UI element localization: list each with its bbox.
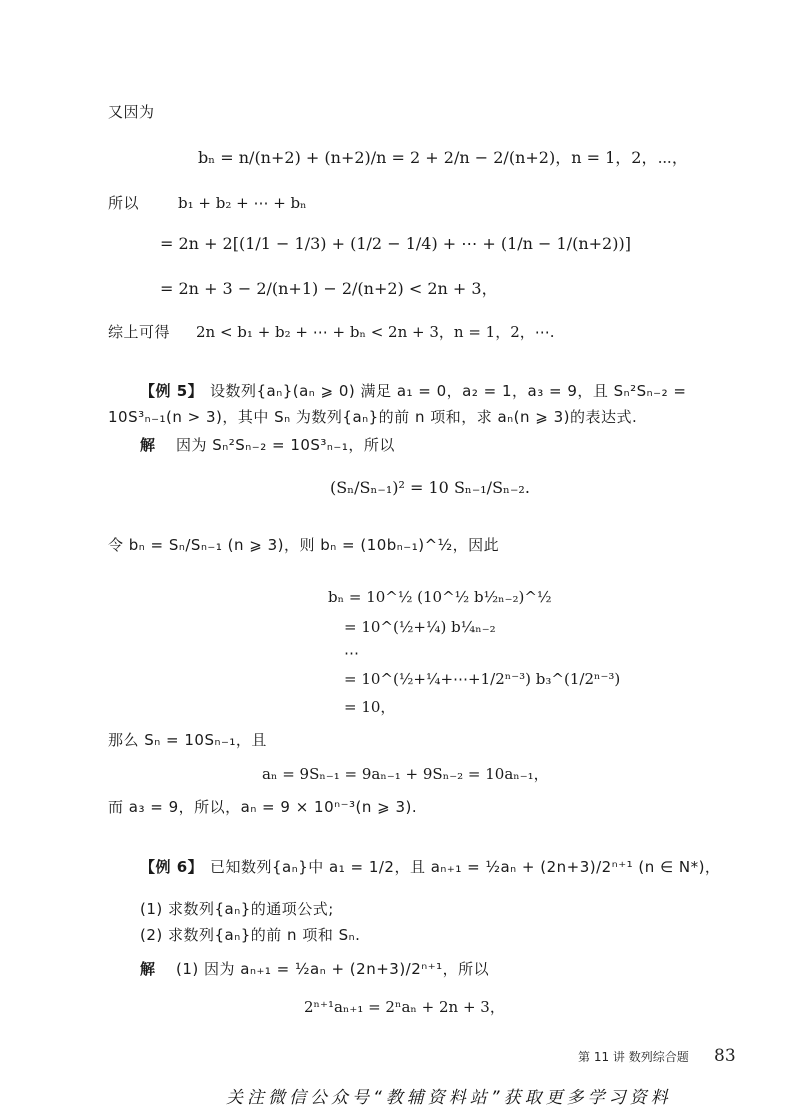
page-number: 83 xyxy=(714,1046,736,1066)
example-label: 【例 6】 xyxy=(140,858,204,876)
solution-label: 解 xyxy=(140,960,156,978)
equation-line: bₙ = 10^½ (10^½ b½ₙ₋₂)^½ xyxy=(328,588,552,606)
equation-line: b₁ + b₂ + ⋯ + bₙ xyxy=(178,194,307,212)
text-line: 又因为 xyxy=(108,103,155,121)
text-line: 那么 Sₙ = 10Sₙ₋₁，且 xyxy=(108,731,267,749)
equation-line: = 2n + 3 − 2/(n+1) − 2/(n+2) < 2n + 3， xyxy=(160,279,498,298)
equation-line: = 2n + 2[(1/1 − 1/3) + (1/2 − 1/4) + ⋯ + (1/n − 1/(n+2))] xyxy=(160,234,631,253)
example-label: 【例 5】 xyxy=(140,382,204,400)
equation-line: = 10^(½+¼+⋯+1/2ⁿ⁻³) b₃^(1/2ⁿ⁻³) xyxy=(344,670,621,688)
equation-line: = 10^(½+¼) b¼ₙ₋₂ xyxy=(344,618,496,636)
solution-label: 解 xyxy=(140,436,156,454)
equation-line: 2n < b₁ + b₂ + ⋯ + bₙ < 2n + 3，n = 1，2，⋯. xyxy=(196,323,555,341)
problem-text: 已知数列{aₙ}中 a₁ = 1/2，且 aₙ₊₁ = ½aₙ + (2n+3)/2ⁿ⁺¹ (n ∈ N*)， xyxy=(210,858,721,876)
text-line: 令 bₙ = Sₙ/Sₙ₋₁ (n ⩾ 3)，则 bₙ = (10bₙ₋₁)^½，因此 xyxy=(108,536,500,554)
problem-text: 设数列{aₙ}(aₙ ⩾ 0) 满足 a₁ = 0，a₂ = 1，a₃ = 9，且 Sₙ²Sₙ₋₂ = xyxy=(210,382,687,400)
question-item: (1) 求数列{aₙ}的通项公式; xyxy=(140,900,334,918)
chapter-footer: 第 11 讲 数列综合题 xyxy=(578,1050,689,1064)
problem-text: 10S³ₙ₋₁(n > 3)，其中 Sₙ 为数列{aₙ}的前 n 项和，求 aₙ(n ⩾ 3)的表达式. xyxy=(108,408,638,426)
question-item: (2) 求数列{aₙ}的前 n 项和 Sₙ. xyxy=(140,926,361,944)
equation-line: = 10， xyxy=(344,698,396,716)
text-line: 而 a₃ = 9，所以，aₙ = 9 × 10ⁿ⁻³(n ⩾ 3). xyxy=(108,798,418,816)
equation-line: (Sₙ/Sₙ₋₁)² = 10 Sₙ₋₁/Sₙ₋₂. xyxy=(330,478,530,497)
equation-line: 2ⁿ⁺¹aₙ₊₁ = 2ⁿaₙ + 2n + 3， xyxy=(304,998,505,1016)
solution-text: 因为 Sₙ²Sₙ₋₂ = 10S³ₙ₋₁，所以 xyxy=(176,436,395,454)
equation-line: bₙ = n/(n+2) + (n+2)/n = 2 + 2/n − 2/(n+2)，n = 1，2，⋯， xyxy=(198,148,688,167)
solution-text: (1) 因为 aₙ₊₁ = ½aₙ + (2n+3)/2ⁿ⁺¹，所以 xyxy=(176,960,490,978)
text-line: 综上可得 xyxy=(108,323,171,341)
equation-line: ⋯ xyxy=(344,644,359,662)
equation-line: aₙ = 9Sₙ₋₁ = 9aₙ₋₁ + 9Sₙ₋₂ = 10aₙ₋₁， xyxy=(262,765,549,783)
text-line: 所以 xyxy=(108,194,140,212)
watermark-text: 关注微信公众号“教辅资料站”获取更多学习资料 xyxy=(226,1088,672,1108)
